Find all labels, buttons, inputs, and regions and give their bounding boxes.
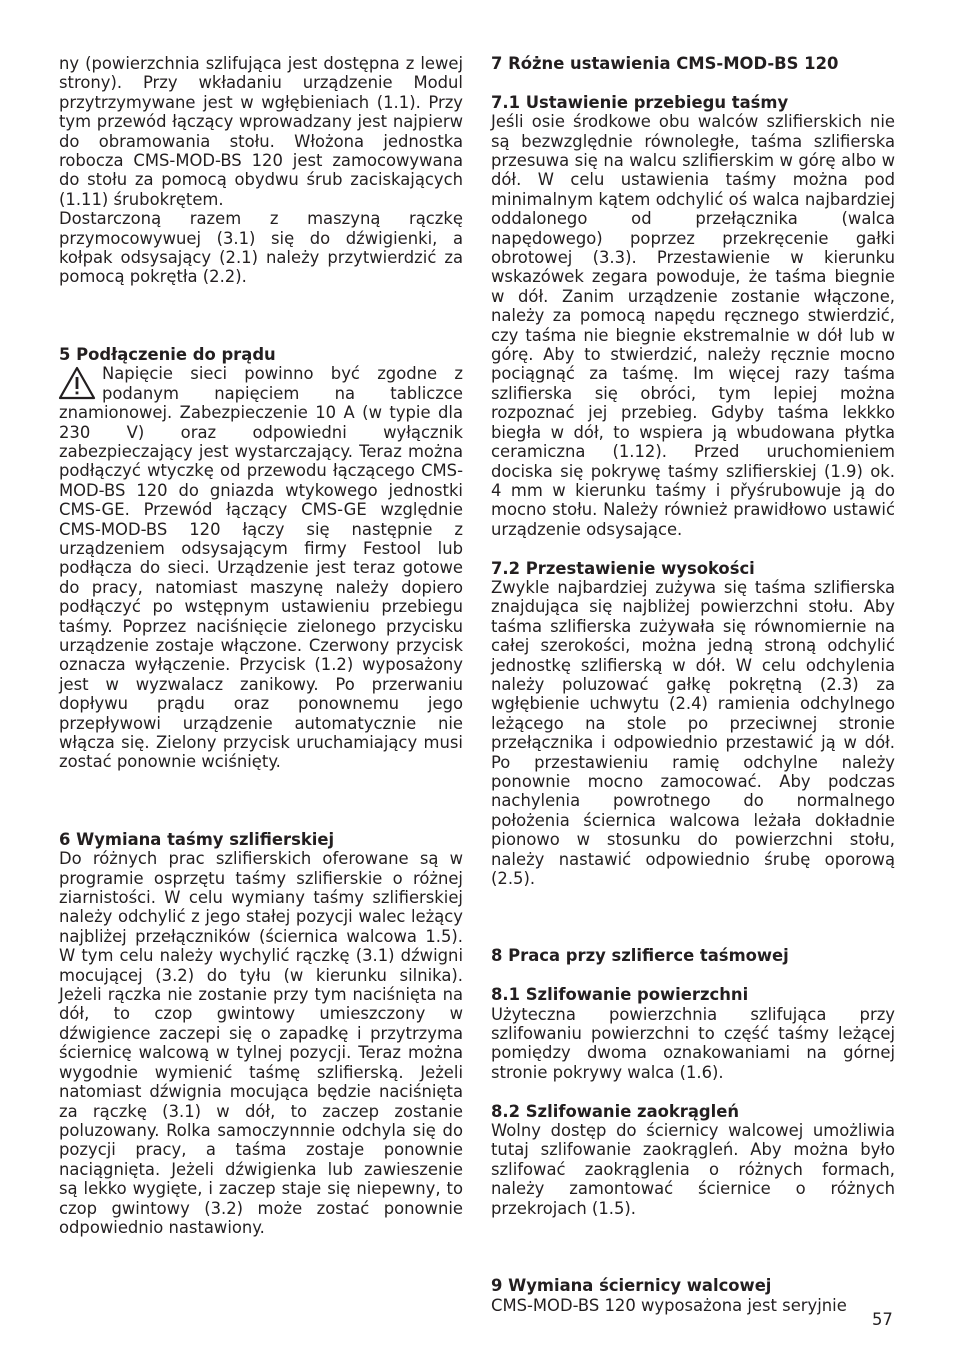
section-5-body <box>59 364 463 772</box>
section-8-2-heading: 8.2 Szlifowanie zaokrągleń <box>491 1101 740 1121</box>
section-8-1-heading: 8.1 Szlifowanie powierzchni <box>491 985 749 1005</box>
warning-icon <box>58 366 96 400</box>
intro-paragraph-2: Dostarczoną razem z maszyną rączkę przymocowywuej (3.1) się do dźwigienki, a kołpak odsysający (2.1) należy przytwierdzić za pomocą pokrętła (2.2). <box>59 209 463 287</box>
section-5-text: Napięcie sieci powinno być zgodne z podanym napięciem na tabliczce znamionowej. Zabezpieczenie 10 A (w typie dla 230 V) oraz odpowiedni wyłącznik zabezpieczający jest wystarczający. Teraz można podłączyć wtyczkę od przewodu łączącego CMS-MOD-BS 120 do gniazda wtykowego jednostki CMS-GE. Przewód łączący CMS-GE względnie CMS-MOD-BS 120 łączy się następnie z urządzeniem odsysającym firmy Festool lub podłącza do sieci. Urządzenie jest teraz gotowe do pracy, natomiast maszynę należy dopiero podłączyć po wstępnym ustawieniu przebiegu taśmy. Poprzez naciśnięcie zielonego przycisku urządzenie zostaje włączone. Czerwony przycisk oznacza wyłączenie. Przycisk (1.2) wyposażony jest w wyzwalacz zanikowy. Po przerwaniu dopływu prądu oraz ponownemu jego przepływowi urządzenie automatycznie nie włącza się. Zielony przycisk uruchamiający musi zostać ponownie wciśnięty. <box>59 364 463 772</box>
intro-paragraph-1: ny (powierzchnia szlifująca jest dostępna z lewej strony). Przy wkładaniu urządzenie Modul przytrzymywane jest w wgłębieniach (1.1). Przy tym przewód łączący wprowadzany jest najpierw do obramowania stołu. Włożona jednostka robocza CMS-MOD-BS 120 jest zamocowywana do stołu za pomocą obydwu śrub zaciskających (1.11) śrubokrętem. <box>59 54 463 209</box>
section-7-1-text: Jeśli osie środkowe obu walców szlifierskich nie są bezwzględnie równoległe, taśma szlifierska przesuwa się na walcu szlifierskim w górę albo w dół. W celu ustawienia taśmy można pod minimalnym kątem odchylić oś walca najbardziej oddalonego od przełącznika (walca napędowego) poprzez przekręcenie gałki obrotowej (3.3). Przestawienie w kierunku wskazówek zegara powoduje, że taśma biegnie w dół. Zanim urządzenie zostanie włączone, należy za pomocą napędu ręcznego stwierdzić, czy taśma nie biegnie ekstremalnie w dół lub w górę. Aby to stwierdzić, należy ręcznie mocno pociągnąć za taśmę. Im więcej razy taśma szlifierska się obróci, tym lepiej można rozpoznać jej przebieg. Gdyby taśma lekkko biegła w dół, to wspiera ją wbudowana płytka ceramiczna (1.12). Przed uruchomieniem dociska się pokrywę taśmy szlifierskiej (1.9) ok. 4 mm w kierunku taśmy i přyśrubowuje ją do mocno stołu. Należy również prawidłowo ustawić urządzenie odsysające. <box>491 112 895 539</box>
section-6-text: Do różnych prac szlifierskich oferowane są w programie osprzętu taśmy szlifierskie o różnej ziarnistości. W celu wymiany taśmy szlifierskiej należy odchylić z jego stałej pozycji walec leżący najbliżej przełączników (ściernica walcowa 1.5). W tym celu należy wychylić rączkę (3.1) dźwigni mocującej (3.2) do tyłu (w kierunku silnika). Jeżeli rączka nie zostanie przy tym naciśnięta na dół, to czop gwintowy umieszczony w dźwigience zaczepi się o zapadkę i przytrzyma ściernicę walcową w tylnej pozycji. Teraz można wygodnie wymienić taśmę szlifierską. Jeżeli natomiast dźwignia mocująca będzie naciśnięta za rączkę (3.1) w dół, to zaczep zostanie poluzowany. Rolka samoczynnnie odchyla się do pozycji pracy, a taśma zostaje ponownie naciągnięta. Jeżeli dźwigienka lub zawieszenie są lekko wygięte, i zaczep staje się niepewny, to czop gwintowy (3.2) może zostać ponownie odpowiednio nastawiony. <box>59 849 463 1237</box>
section-9-text: CMS-MOD-BS 120 wyposażona jest seryjnie <box>491 1295 847 1315</box>
section-7-heading: 7 Różne ustawienia CMS-MOD-BS 120 <box>491 54 839 73</box>
section-9-heading: 9 Wymiana ściernicy walcowej <box>491 1276 772 1296</box>
section-7-2-text: Zwykle najbardziej zużywa się taśma szlifierska znajdująca się najbliżej powierzchni stołu. Aby taśma szlifierska zużywała się równomiernie na całej szerokości, można jedną stroną odchylić jednostkę szlifierską w dół. W celu odchylenia należy poluzować gałkę pokrętną (2.3) za wgłębienie uchwytu (2.4) ramienia odchylnego leżącego na stole po przeciwnej stronie przełącznika i odpowiednio przestawić ją w dół. Po przestawieniu ramię odchylne należy ponownie mocno zamocować. Aby podczas nachylenia powrotnego do normalnego położenia ściernica walcowa leżała dokładnie pionowo w stosunku do powierzchni stołu, należy nastawić odpowiednio śrubę oporową (2.5). <box>491 577 895 889</box>
section-7-2-heading: 7.2 Przestawienie wysokości <box>491 558 755 578</box>
section-6-heading: 6 Wymiana taśmy szlifierskiej <box>59 829 335 849</box>
section-8-1-text: Użyteczna powierzchnia szlifująca przy szlifowaniu powierzchni to część taśmy leżącej pomiędzy dwoma oznakowaniami na górnej stronie pokrywy walca (1.6). <box>491 1004 895 1082</box>
section-8-2-text: Wolny dostęp do ściernicy walcowej umożliwia tutaj szlifowanie zaokrągleń. Aby można było szlifować zaokrąglenia o różnych formach, należy zamontować ściernice o różnych przekrojach (1.5). <box>491 1121 895 1218</box>
section-8-heading: 8 Praca przy szlifierce taśmowej <box>491 946 789 966</box>
right-column <box>491 54 895 1315</box>
section-5-heading: 5 Podłączenie do prądu <box>59 344 276 364</box>
section-7-1-heading: 7.1 Ustawienie przebiegu taśmy <box>491 92 789 112</box>
left-column <box>59 54 463 1237</box>
page-number: 57 <box>872 1310 893 1329</box>
